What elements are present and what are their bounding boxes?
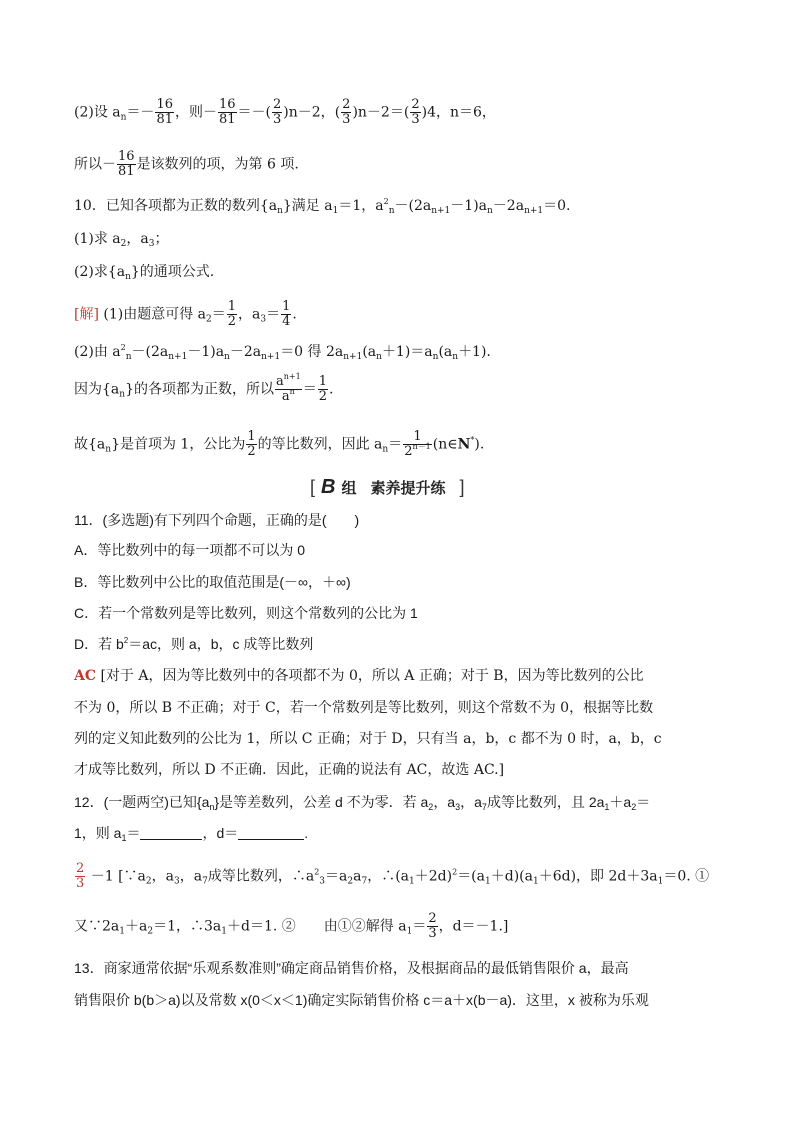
- text: a: [353, 868, 362, 885]
- subscript: n: [487, 206, 493, 216]
- superscript: 2: [120, 343, 126, 352]
- text: ＝0. ①: [663, 868, 710, 885]
- numerator: 1: [403, 430, 432, 445]
- subscript: 2: [428, 802, 434, 812]
- numerator: 1: [247, 429, 256, 444]
- superscript: 2: [383, 197, 389, 206]
- subscript: 7: [202, 876, 208, 887]
- text: ；: [154, 231, 169, 247]
- text: D．若 b: [74, 636, 124, 652]
- problem-10-statement: [74, 196, 571, 216]
- text: ＋d)(a: [490, 868, 533, 885]
- text: 11．(多选题)有下列四个命题，正确的是( ): [74, 512, 360, 528]
- superscript: 2: [123, 636, 129, 645]
- denominator: 3: [342, 112, 351, 127]
- numerator: 2: [411, 97, 420, 112]
- subscript: n: [125, 352, 132, 362]
- subscript: n: [105, 444, 112, 455]
- denominator: 3: [411, 112, 420, 127]
- text: }是等差数列，公差 d 不为零．若 a: [214, 794, 429, 810]
- text: ).: [474, 436, 485, 453]
- text: ，a: [460, 794, 482, 810]
- text: (2)求{a: [74, 264, 126, 280]
- denominator: [403, 442, 432, 459]
- text: }的各项都为正数，所以: [125, 381, 274, 398]
- text: ，a: [179, 868, 203, 885]
- text: ＋a: [609, 794, 632, 810]
- line-conclusion: [74, 150, 299, 179]
- text: ＋a: [125, 918, 148, 935]
- text: n－2，: [288, 104, 335, 121]
- text: －1 [∵a: [86, 868, 146, 885]
- text: (a: [438, 344, 453, 360]
- text: (1)求 a: [74, 231, 121, 247]
- subscript: 2: [145, 876, 152, 887]
- text: 所以－: [74, 156, 116, 173]
- text: ＋1)＝a: [381, 344, 433, 360]
- text: }的通项公式.: [130, 264, 215, 280]
- text: ＝: [266, 306, 281, 323]
- fraction: [227, 300, 237, 329]
- subscript: 1: [332, 206, 339, 216]
- solution-10-conclusion: [74, 430, 484, 459]
- text: .: [292, 306, 297, 323]
- subscript: n: [209, 802, 215, 812]
- option-d: [74, 634, 313, 654]
- text: ＝a: [325, 868, 348, 885]
- answer-blank-a1[interactable]: [140, 825, 202, 840]
- text: ＋6d)，即 2d＋3a: [538, 868, 658, 885]
- subscript: n: [125, 272, 131, 282]
- group-letter: B: [321, 475, 336, 498]
- text: ＝－: [237, 104, 266, 121]
- superscript: *: [470, 435, 475, 445]
- text: 不为 0，所以 B 不正确；对于 C，若一个常数列是等比数列，则这个常数不为 0，根据等比数: [74, 700, 654, 716]
- text: 又∵2a: [74, 918, 120, 935]
- problem-12-statement: [74, 792, 650, 812]
- subscript: 3: [148, 239, 155, 249]
- text: 才成等比数列，所以 D 不正确．因此，正确的说法有 AC，故选 AC.]: [74, 762, 505, 778]
- text: (2)由 a: [74, 344, 121, 360]
- problem-11-statement: [74, 510, 359, 530]
- denominator: 81: [118, 164, 135, 179]
- text: －(2a: [394, 198, 432, 214]
- denominator: [275, 387, 302, 404]
- superscript: 2: [452, 867, 458, 877]
- numerator: 2: [428, 911, 437, 926]
- answer-fraction: [75, 862, 85, 891]
- text: ＋1).: [458, 344, 491, 360]
- fraction: [246, 430, 256, 459]
- fraction: [318, 375, 328, 404]
- text: ，a: [238, 306, 261, 323]
- text: ＝0.: [543, 198, 571, 214]
- section-title: 素养提升练: [370, 479, 446, 497]
- subscript: n+1: [524, 206, 544, 216]
- text: ＝1，∴3a: [153, 918, 222, 935]
- subscript: 1: [604, 802, 610, 812]
- fraction: [427, 912, 437, 941]
- text: －2a: [492, 198, 525, 214]
- answer-11-line3: [74, 729, 662, 749]
- answer-12-line1: [74, 862, 709, 891]
- answer-label: AC: [74, 668, 97, 684]
- text: －2a: [229, 344, 262, 360]
- fraction: [117, 150, 136, 179]
- natural-numbers-symbol: N: [457, 436, 471, 453]
- text: ，d＝－1.]: [438, 918, 509, 935]
- solution-10-part2: [74, 342, 491, 362]
- line-problem9-part2: (2)设 $a_n=-$ $\frac{16}{81}$ ，则－ $\frac{16}{81}$ ＝－( $\frac{2}{3}$ )n－2，( $\frac{2}{3}$ )n－2＝( $\frac{2}{3}$ )4，n＝6，: [74, 97, 496, 127]
- subscript: 2: [347, 876, 354, 887]
- answer-11-line2: [74, 698, 653, 718]
- text: ，a: [433, 794, 456, 810]
- text: 是该数列的项，为第 6 项.: [136, 156, 299, 173]
- text: ＝: [388, 436, 403, 453]
- denominator: 4: [282, 314, 291, 329]
- problem-10-part2: [74, 262, 214, 282]
- subscript: n: [382, 444, 389, 455]
- solution-tag: [解]: [74, 306, 99, 323]
- denominator: 3: [428, 926, 437, 941]
- subscript: n: [120, 112, 127, 123]
- text: ＝－: [126, 104, 155, 121]
- text: 4，n＝6，: [427, 104, 496, 121]
- subscript: 1: [657, 876, 664, 887]
- text: ＝: [211, 306, 226, 323]
- subscript: 2: [631, 802, 637, 812]
- subscript: 1: [532, 876, 539, 887]
- subscript: n+1: [431, 206, 451, 216]
- text: ＝: [636, 794, 651, 810]
- text: ，∴(a: [367, 868, 410, 885]
- problem-13-line1: [74, 958, 629, 978]
- subscript: 2: [147, 926, 154, 937]
- answer-11-line1: [74, 666, 644, 686]
- subscript: 1: [221, 926, 227, 937]
- denominator: 81: [156, 112, 173, 127]
- subscript: 2: [120, 239, 127, 249]
- subscript: 1: [406, 926, 413, 937]
- text: .: [304, 825, 309, 841]
- subscript: 3: [260, 314, 267, 325]
- denominator: 81: [218, 112, 236, 127]
- denominator: 2: [227, 314, 237, 329]
- superscript: 2: [314, 867, 320, 877]
- numerator: 2: [342, 97, 351, 112]
- answer-blank-d[interactable]: [238, 825, 304, 840]
- text: ＋2d): [414, 868, 453, 885]
- denominator: 3: [273, 112, 282, 127]
- numerator: 16: [156, 97, 173, 112]
- problem-13-line2: [74, 990, 649, 1010]
- text: .: [328, 381, 334, 398]
- superscript: n: [289, 387, 295, 396]
- subscript: n: [376, 352, 382, 362]
- text: －1)a: [187, 344, 225, 360]
- subscript: 1: [409, 876, 415, 887]
- subscript: 1: [121, 833, 127, 843]
- subscript: 1: [485, 876, 491, 887]
- fraction: [218, 98, 237, 127]
- text: －(2a: [131, 344, 169, 360]
- text: 10．已知各项都为正数的数列{a: [74, 198, 278, 214]
- solution-10-ratio: [74, 372, 334, 404]
- text: 13．商家通常依据“乐观系数准则”确定商品销售价格，及根据商品的最低销售限价 a，最高: [74, 960, 629, 976]
- bracket-close: ]: [459, 476, 465, 497]
- text: }满足 a: [282, 198, 333, 214]
- subscript: n: [224, 352, 230, 362]
- answer-11-line4: [74, 760, 504, 780]
- text: ＝: [412, 918, 427, 935]
- fraction: [155, 98, 174, 127]
- section-banner: [310, 475, 465, 499]
- text: 的等比数列，因此 a: [257, 436, 383, 453]
- text: (2)设 a: [74, 104, 121, 121]
- group-label: 组: [341, 479, 357, 497]
- superscript: n+1: [283, 372, 301, 381]
- text: (a: [362, 344, 377, 360]
- answer-12-line2: [74, 912, 508, 941]
- numerator: 2: [273, 97, 282, 112]
- subscript: n: [388, 206, 395, 216]
- text: ＝(a: [457, 868, 485, 885]
- fraction: [275, 372, 302, 404]
- fraction: [272, 98, 282, 127]
- text: n－2＝: [357, 104, 404, 121]
- option-a: [74, 540, 305, 560]
- text: [对于 A，因为等比数列中的各项都不为 0，所以 A 正确；对于 B，因为等比数列的公比: [96, 668, 644, 684]
- subscript: n: [119, 389, 126, 400]
- text: a: [281, 389, 290, 404]
- problem-12-blanks: [74, 823, 308, 843]
- text: ＝1，a: [338, 198, 384, 214]
- problem-10-part1: [74, 229, 168, 249]
- text: ＝: [126, 825, 141, 841]
- subscript: n: [277, 206, 283, 216]
- text: 成等比数列，且 2a: [486, 794, 605, 810]
- numerator: 1: [227, 299, 237, 314]
- option-b: [74, 572, 351, 592]
- bracket-open: [: [310, 476, 316, 497]
- denominator: 2: [318, 389, 327, 404]
- numerator: 2: [76, 861, 85, 876]
- text: 故{a: [74, 436, 106, 453]
- numerator: 1: [318, 374, 327, 389]
- subscript: n+1: [343, 352, 363, 362]
- numerator: 16: [218, 97, 236, 112]
- subscript: 2: [206, 314, 212, 325]
- subscript: 7: [361, 876, 368, 887]
- text: B．等比数列中公比的取值范围是(－∞，＋∞): [74, 574, 351, 590]
- text: A．等比数列中的每一项都不可以为 0: [74, 542, 306, 558]
- text: ，a: [151, 868, 174, 885]
- text: ，则－: [174, 104, 217, 121]
- text: 成等比数列，∴a: [207, 868, 315, 885]
- subscript: n: [432, 352, 439, 362]
- text: 销售限价 b(b＞a)以及常数 x(0＜x＜1)确定实际销售价格 c＝a＋x(b－a)．这里，x 被称为乐观: [74, 992, 649, 1008]
- text: －1)a: [450, 198, 487, 214]
- fraction: [410, 98, 420, 127]
- subscript: 3: [455, 802, 461, 812]
- text: ＋d＝1. ② 由①②解得 a: [227, 918, 407, 935]
- text: ＝: [302, 381, 317, 398]
- solution-10-part1: [74, 300, 297, 329]
- text: (n∈: [432, 436, 458, 453]
- fraction: [341, 98, 351, 127]
- subscript: n: [452, 352, 459, 362]
- text: 列的定义知此数列的公比为 1，所以 C 正确；对于 D，只有当 a，b，c 都不为 0 时，a，b，c: [74, 731, 662, 747]
- text: ＝ac，则 a，b，c 成等比数列: [128, 636, 314, 652]
- text: ＝0 得 2a: [280, 344, 344, 360]
- text: 1，则 a: [74, 825, 122, 841]
- text: ，d＝: [202, 825, 239, 841]
- denominator: 3: [76, 876, 85, 891]
- subscript: n+1: [168, 352, 188, 362]
- numerator: [275, 372, 302, 390]
- text: (1)由题意可得 a: [98, 306, 207, 323]
- text: a: [275, 374, 284, 389]
- text: 12．(一题两空)已知{a: [74, 794, 210, 810]
- numerator: 1: [282, 299, 291, 314]
- subscript: 3: [319, 876, 326, 887]
- denominator: 2: [247, 444, 256, 459]
- fraction: [403, 430, 432, 459]
- subscript: 1: [119, 926, 125, 937]
- text: }是首项为 1，公比为: [111, 436, 246, 453]
- text: ，a: [126, 231, 149, 247]
- numerator: 16: [118, 149, 135, 164]
- text: 因为{a: [74, 381, 120, 398]
- text: 2: [404, 444, 413, 459]
- subscript: 3: [174, 876, 180, 887]
- subscript: n+1: [261, 352, 281, 362]
- text: C．若一个常数列是等比数列，则这个常数列的公比为 1: [74, 605, 418, 621]
- option-c: [74, 603, 418, 623]
- fraction: [281, 300, 291, 329]
- superscript: n－1: [412, 442, 431, 451]
- subscript: 7: [481, 802, 487, 812]
